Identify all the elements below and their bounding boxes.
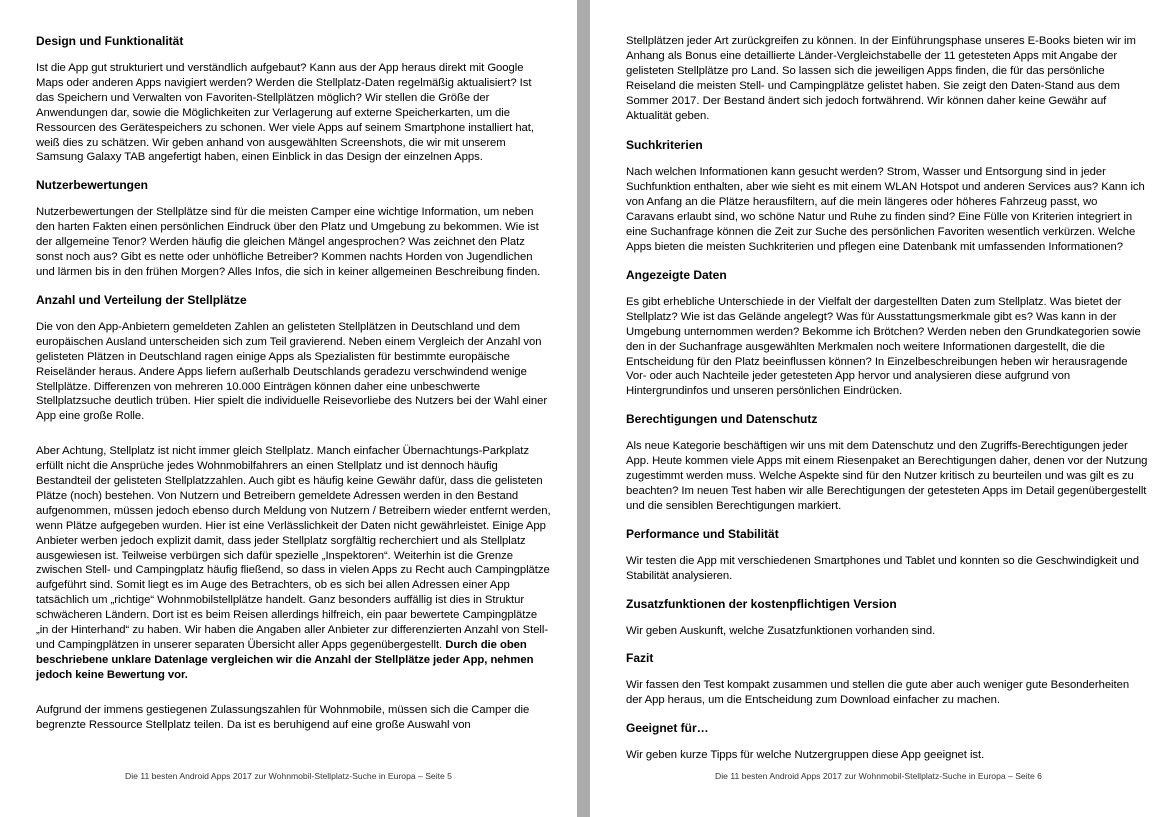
heading-zusatzfunktionen: Zusatzfunktionen der kostenpflichtigen Version <box>626 596 897 611</box>
paragraph-performance: Wir testen die App mit verschiedenen Smartphones und Tablet und konnten so die Geschwindigkeit und Stabilität analysieren. <box>626 554 1139 582</box>
heading-berechtigungen: Berechtigungen und Datenschutz <box>626 412 818 427</box>
paragraph-design: Ist die App gut strukturiert und verständlich aufgebaut? Kann aus der App heraus direkt mit Google Maps oder anderen Apps navigiert werden? Werden die Stellplatz-Daten regelmäßig aktualisiert? Ist das Speichern und Verwalten von Favoriten-Stellplätzen möglich? Wir stellen die Größe der Anwendungen dar, sowie die Möglichkeiten zur Verlagerung auf externe Speicherkarten, um die Ressourcen des Gerätespeichers zu schonen. Wer viele Apps auf seinem Smartphone installiert hat, weiß dies zu schätzen. Wir geben anhand von ausgewählten Screenshots, die wir mit unserem Samsung Galaxy TAB angefertigt haben, einen Einblick in das Design der einzelnen Apps. <box>36 62 534 164</box>
page-5-footer: Die 11 besten Android Apps 2017 zur Wohnmobil-Stellplatz-Suche in Europa – Seite 5 <box>125 771 452 781</box>
document-page-6 <box>590 0 1167 817</box>
page-6-content <box>626 34 1148 763</box>
paragraph-angezeigte-daten: Es gibt erhebliche Unterschiede in der Vielfalt der dargestellten Daten zum Stellplatz. Was bietet der Stellplatz? Wie ist das Gelände angelegt? Was für Ausstattungsmerkmale gibt es? Was kann in der Umgebung unternommen werden? Bekomme ich Brötchen? Werden neben den Grundkategorien sowie den in der Suchanfrage ausgewählten Merkmalen noch weitere Informationen dargestellt, die die Entscheidung für den Platz beeinflussen können? In Einzelbeschreibungen heben wir herausragende Vor- oder auch Nachteile jeder getesteten App hervor und analysieren diese aufgrund von Hintergrundinfos und unseren persönlichen Eindrücken. <box>626 295 1141 398</box>
heading-design: Design und Funktionalität <box>36 34 184 48</box>
paragraph-anzahl: Die von den App-Anbietern gemeldeten Zahlen an gelisteten Stellplätzen in Deutschland und dem europäischen Ausland unterscheiden sich zum Teil gravierend. Neben einem Vergleich der Anzahl von gelisteten Plätzen in Deutschland ragen einige Apps als Spezialisten für bestimmte europäische Reiseländer heraus. Andere Apps liefern außerhalb Deutschlands geradezu verschwindend wenige Stellplätze. Differenzen von mehreren 10.000 Einträgen können daher eine unbeschwerte Stellplatzsuche deutlich trüben. Hier spielt die individuelle Reisevorliebe des Nutzers bei der Wahl einer App eine große Rolle. <box>36 320 548 423</box>
paragraph-continuation: Stellplätzen jeder Art zurückgreifen zu können. In der Einführungsphase unseres E-Books bieten wir im Anhang als Bonus eine detaillierte Länder-Vergleichstabelle der 11 getesteten Apps mit Angabe der gelisteten Stellplätze pro Land. So lassen sich die jeweiligen Apps finden, die für das persönliche Reiseland die meisten Stell- und Campingplätze gelistet haben. Sie zeigt den Daten-Stand aus dem Sommer 2017. Der Bestand ändert sich jedoch fortwährend. Wir können daher keine Gewähr auf Aktualität geben. <box>626 35 1136 122</box>
paragraph-suchkriterien: Nach welchen Informationen kann gesucht werden? Strom, Wasser und Entsorgung sind in jeder Suchfunktion enthalten, aber wie sieht es mit einem WLAN Hotspot und anderen Services aus? Kann ich von Anfang an die Plätze herausfiltern, auf die mein längeres oder höheres Fahrzeug passt, wo Caravans erlaubt sind, wo schöne Natur und Ruhe zu finden sind? Eine Fülle von Kriterien integriert in eine Suchanfrage können die Zeit zur Suche des persönlichen Favoriten wesentlich verkürzen. Welche Apps bieten die meisten Suchkriterien und pflegen eine Datenbank mit umfassenden Informationen? <box>626 166 1145 253</box>
heading-angezeigte-daten: Angezeigte Daten <box>626 267 727 282</box>
heading-fazit: Fazit <box>626 651 654 666</box>
heading-geeignet: Geeignet für… <box>626 721 709 736</box>
heading-nutzerbewertungen: Nutzerbewertungen <box>36 178 149 193</box>
paragraph-berechtigungen: Als neue Kategorie beschäftigen wir uns mit dem Datenschutz und den Zugriffs-Berechtigungen jeder App. Heute kommen viele Apps mit einem Riesenpaket an Berechtigungen daher, denen vor der Nutzung zugestimmt werden muss. Welche Aspekte sind für den Nutzer kritisch zu beurteilen und was gilt es zu beachten? Im neuen Test haben wir alle Berechtigungen der getesteten Apps im Detail gegenübergestellt und die sensiblen Berechtigungen markiert. <box>626 440 1148 512</box>
paragraph-zulassung: Aufgrund der immens gestiegenen Zulassungszahlen für Wohnmobile, müssen sich die Camper die begrenzte Ressource Stellplatz teilen. Da ist es beruhigend auf eine große Auswahl von <box>36 703 530 731</box>
paragraph-geeignet: Wir geben kurze Tipps für welche Nutzergruppen diese App geeignet ist. <box>626 749 985 762</box>
page-5-content <box>36 34 551 733</box>
heading-performance: Performance und Stabilität <box>626 526 779 541</box>
paragraph-achtung <box>36 444 551 683</box>
heading-anzahl: Anzahl und Verteilung der Stellplätze <box>36 292 247 307</box>
paragraph-achtung-bold: Durch die oben beschriebene unklare Datenlage vergleichen wir die Anzahl der Stellplätze jeder App, nehmen jedoch keine Bewertung vor. <box>36 639 534 681</box>
paragraph-fazit: Wir fassen den Test kompakt zusammen und stellen die gute aber auch weniger gute Besonderheiten der App heraus, um die Entscheidung zum Download einfacher zu machen. <box>626 679 1130 707</box>
paragraph-zusatzfunktionen: Wir geben Auskunft, welche Zusatzfunktionen vorhanden sind. <box>626 624 936 637</box>
document-page-5 <box>0 0 577 817</box>
heading-suchkriterien: Suchkriterien <box>626 138 703 153</box>
paragraph-nutzerbewertungen: Nutzerbewertungen der Stellplätze sind für die meisten Camper eine wichtige Information, um neben den harten Fakten einen persönlichen Eindruck über den Platz und Umgebung zu bekommen. Wie ist der allgemeine Tenor? Werden häufig die gleichen Mängel angesprochen? Was zeichnet den Platz sonst noch aus? Gibt es nette oder unhöfliche Betreiber? Kommen nachts Horden von Jugendlichen und lärmen bis in den frühen Morgen? Alles Infos, die sich in keiner allgemeinen Beschreibung finden. <box>36 206 541 278</box>
page-6-footer: Die 11 besten Android Apps 2017 zur Wohnmobil-Stellplatz-Suche in Europa – Seite 6 <box>715 771 1042 781</box>
paragraph-achtung-text: Aber Achtung, Stellplatz ist nicht immer gleich Stellplatz. Manch einfacher Übernachtungs-Parkplatz erfüllt nicht die Ansprüche jedes Wohnmobilfahrers an einen Stellplatz und ist dennoch häufig Bestandteil der gelisteten Stellplatzzahlen. Auch gibt es häufig keine Gewähr dafür, dass die gelisteten Plätze (noch) bestehen. Von Nutzern und Betreibern gemeldete Adressen werden in den Bestand aufgenommen, müssen jedoch ebenso durch Meldung von Nutzern / Betreibern wieder entfernt werden, wenn Plätze aufgegeben wurden. Hier ist eine Verlässlichkeit der Daten nicht gewährleistet. Einige App Anbieter werben jedoch explizit damit, dass jeder Stellplatz sorgfältig recherchiert und als Stellplatz ausgewiesen ist. Teilweise verbürgen sich dafür spezielle „Inspektoren“. Weiterhin ist die Grenze zwischen Stell- und Campingplatz häufig fließend, so dass in vielen Apps zu Recht auch Campingplätze aufgeführt sind. Somit liegt es im Auge des Betrachters, ob es sich bei allen Adressen einer App tatsächlich um „richtige“ Wohnmobilstellplätze handelt. Ganz besonders auffällig ist dies in Struktur schwächeren Ländern. Dort ist es beim Reisen allerdings hilfreich, ein paar bewertete Campingplätze „in der Hinterhand“ zu haben. Wir haben die Angaben aller Anbieter zur differenzierten Anzahl von Stell- und Campingplätzen in unserer separaten Übersicht aller Apps gegenübergestellt. <box>36 445 551 651</box>
